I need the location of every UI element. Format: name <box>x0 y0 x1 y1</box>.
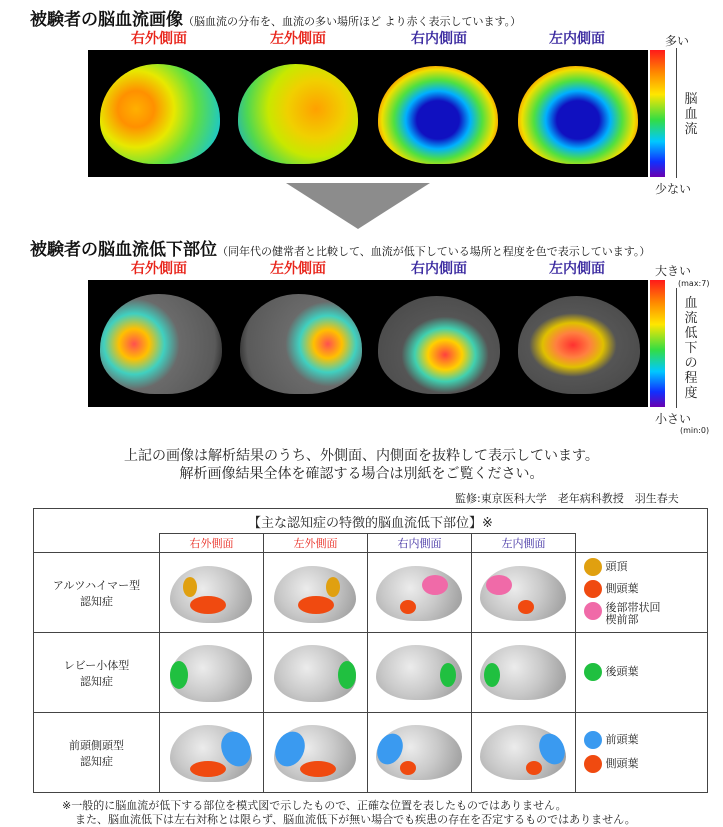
header-blank <box>34 534 160 553</box>
cell-lewy-right-lateral <box>160 633 264 713</box>
row-name-alzheimer: アルツハイマー型 認知症 <box>34 553 160 633</box>
s2-label-left-medial: 左内側面 <box>549 261 605 277</box>
notice-line1: 上記の画像は解析結果のうち、外側面、内側面を抜粋して表示しています。 <box>124 448 599 464</box>
temporal-spot <box>526 761 542 775</box>
col-right-lateral: 右外側面 <box>160 534 264 553</box>
legend-swatch <box>584 580 602 598</box>
temporal-spot <box>190 761 226 777</box>
section2-subtitle: （同年代の健常者と比較して、血流が低下している場所と程度を色で表示しています。） <box>217 245 651 258</box>
occipital-spot <box>338 661 356 689</box>
section2-title: 被験者の脳血流低下部位（同年代の健常者と比較して、血流が低下している場所と程度を色で表示しています。） <box>30 240 651 260</box>
s1-label-left-medial: 左内側面 <box>549 31 605 47</box>
legend-alzheimer: 頭頂 側頭葉 後部帯状回 楔前部 <box>576 553 708 633</box>
cell-lewy-left-medial <box>472 633 576 713</box>
s2-scale-min: (min:0) <box>680 426 710 435</box>
s1-scale-bottom: 少ない <box>655 182 692 196</box>
temporal-spot <box>300 761 336 777</box>
cell-alz-right-lateral <box>160 553 264 633</box>
header-blank-legend <box>576 534 708 553</box>
blood-flow-colorbar <box>650 50 665 177</box>
s1-scale-top: 多い <box>665 34 690 48</box>
s2-scale-bottom: 小さい <box>655 412 692 426</box>
table-row <box>34 713 708 793</box>
legend-swatch <box>584 731 602 749</box>
reduction-left-lateral <box>240 294 362 394</box>
table-title: 【主な認知症の特徴的脳血流低下部位】※ <box>34 509 708 534</box>
brain-right-lateral <box>100 64 220 164</box>
s2-scale-axis <box>676 288 677 408</box>
cell-alz-left-medial <box>472 553 576 633</box>
cell-ftd-left-lateral <box>264 713 368 793</box>
s2-label-right-medial: 右内側面 <box>411 261 467 277</box>
legend-swatch <box>584 755 602 773</box>
cell-lewy-left-lateral <box>264 633 368 713</box>
footnote-line1: ※一般的に脳血流が低下する部位を模式図で示したもので、正確な位置を表したものではありません。 <box>62 799 567 812</box>
parietal-spot <box>326 577 340 597</box>
col-right-medial: 右内側面 <box>368 534 472 553</box>
brain-right-medial <box>378 66 498 164</box>
brain-diagram <box>170 566 252 623</box>
temporal-spot <box>400 600 416 614</box>
s2-label-right-lateral: 右外側面 <box>131 261 187 277</box>
occipital-spot <box>440 663 456 687</box>
cell-alz-right-medial <box>368 553 472 633</box>
reduction-colorbar <box>650 280 665 407</box>
brain-diagram <box>274 566 356 623</box>
legend-swatch <box>584 663 602 681</box>
section1-title: 被験者の脳血流画像（脳血流の分布を、血流の多い場所ほど より赤く表示しています。） <box>30 10 522 30</box>
row-name-lewy: レビー小体型 認知症 <box>34 633 160 713</box>
footnote-line2: また、脳血流低下は左右対称とは限らず、脳血流低下が無い場合でも疾患の存在を否定するものではありません。 <box>75 813 636 826</box>
cingulate-spot <box>486 575 512 595</box>
s1-label-left-lateral: 左外側面 <box>270 31 326 47</box>
reduction-right-medial <box>378 296 500 394</box>
s1-scale-label: 脳血流 <box>684 92 698 137</box>
brain-diagram <box>376 566 462 621</box>
col-left-medial: 左内側面 <box>472 534 576 553</box>
temporal-spot <box>518 600 534 614</box>
cell-ftd-left-medial <box>472 713 576 793</box>
s2-label-left-lateral: 左外側面 <box>270 261 326 277</box>
temporal-spot <box>298 596 334 614</box>
temporal-spot <box>400 761 416 775</box>
section1-subtitle: （脳血流の分布を、血流の多い場所ほど より赤く表示しています。） <box>183 15 522 28</box>
cell-ftd-right-lateral <box>160 713 264 793</box>
legend-ftd: 前頭葉 側頭葉 <box>576 713 708 793</box>
s2-scale-label: 血流低下の程度 <box>684 296 698 401</box>
occipital-spot <box>170 661 188 689</box>
brain-left-medial <box>518 66 638 164</box>
temporal-spot <box>190 596 226 614</box>
s2-scale-top: 大きい <box>655 264 692 278</box>
reduction-left-medial <box>518 296 640 394</box>
dementia-table <box>33 508 708 793</box>
table-row <box>34 633 708 713</box>
cell-ftd-right-medial <box>368 713 472 793</box>
table-row <box>34 553 708 633</box>
s1-label-right-medial: 右内側面 <box>411 31 467 47</box>
s1-label-right-lateral: 右外側面 <box>131 31 187 47</box>
cell-lewy-right-medial <box>368 633 472 713</box>
supervisor-credit: 監修:東京医科大学 老年病科教授 羽生春夫 <box>455 492 679 505</box>
blood-flow-image-panel <box>88 50 648 177</box>
col-left-lateral: 左外側面 <box>264 534 368 553</box>
s2-scale-max: (max:7) <box>678 279 710 288</box>
cell-alz-left-lateral <box>264 553 368 633</box>
occipital-spot <box>484 663 500 687</box>
parietal-spot <box>183 577 197 597</box>
down-arrow-icon <box>286 183 430 229</box>
legend-lewy: 後頭葉 <box>576 633 708 713</box>
legend-swatch <box>584 602 602 620</box>
cingulate-spot <box>422 575 448 595</box>
legend-swatch <box>584 558 602 576</box>
reduction-image-panel <box>88 280 648 407</box>
reduction-right-lateral <box>100 294 222 394</box>
brain-left-lateral <box>238 64 358 164</box>
row-name-ftd: 前頭側頭型 認知症 <box>34 713 160 793</box>
s1-scale-axis <box>676 48 677 178</box>
notice-line2: 解析画像結果全体を確認する場合は別紙をご覧ください。 <box>179 466 544 482</box>
